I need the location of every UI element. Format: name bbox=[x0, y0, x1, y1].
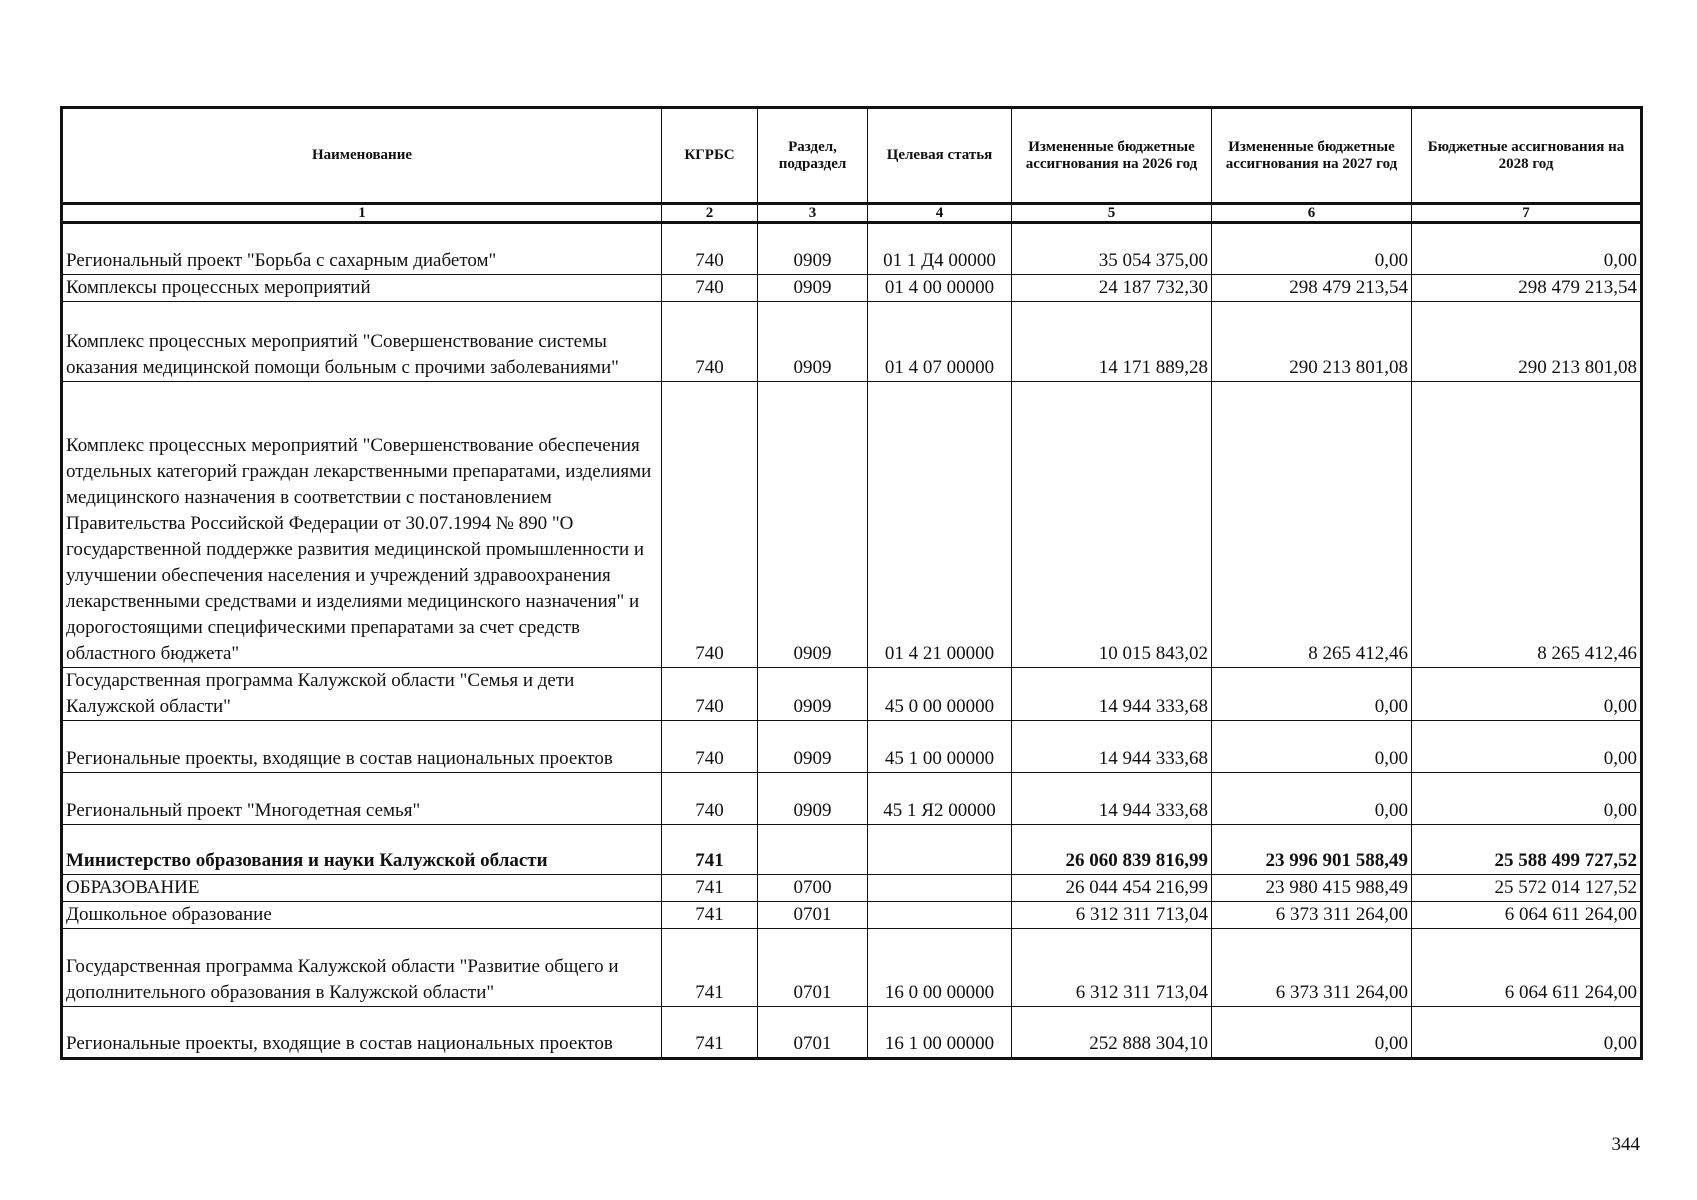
header-section: Раздел, подраздел bbox=[758, 108, 868, 204]
column-number: 1 bbox=[62, 204, 662, 223]
row-name: ОБРАЗОВАНИЕ bbox=[62, 875, 662, 902]
row-amount-2026: 26 044 454 216,99 bbox=[1012, 875, 1212, 902]
row-amount-2026: 10 015 843,02 bbox=[1012, 382, 1212, 668]
row-amount-2026: 14 944 333,68 bbox=[1012, 773, 1212, 825]
table-row bbox=[62, 668, 1642, 721]
column-number: 4 bbox=[868, 204, 1012, 223]
row-amount-2027: 23 996 901 588,49 bbox=[1212, 825, 1412, 875]
row-amount-2027: 6 373 311 264,00 bbox=[1212, 929, 1412, 1007]
table-row bbox=[62, 902, 1642, 929]
row-name: Государственная программа Калужской области "Развитие общего и дополнительного образования в Калужской области" bbox=[62, 929, 662, 1007]
table-row bbox=[62, 1007, 1642, 1059]
row-kgrbs: 740 bbox=[662, 773, 758, 825]
column-number-row bbox=[62, 204, 1642, 223]
row-target: 16 0 00 00000 bbox=[868, 929, 1012, 1007]
column-number: 3 bbox=[758, 204, 868, 223]
row-name: Государственная программа Калужской области "Семья и дети Калужской области" bbox=[62, 668, 662, 721]
row-section: 0909 bbox=[758, 773, 868, 825]
row-section: 0909 bbox=[758, 223, 868, 275]
row-amount-2028: 0,00 bbox=[1412, 773, 1642, 825]
table-body bbox=[62, 223, 1642, 1059]
row-kgrbs: 740 bbox=[662, 721, 758, 773]
header-2028: Бюджетные ассигнования на 2028 год bbox=[1412, 108, 1642, 204]
column-number: 6 bbox=[1212, 204, 1412, 223]
row-amount-2027: 0,00 bbox=[1212, 1007, 1412, 1059]
row-amount-2027: 290 213 801,08 bbox=[1212, 302, 1412, 382]
row-target: 01 4 07 00000 bbox=[868, 302, 1012, 382]
row-kgrbs: 740 bbox=[662, 382, 758, 668]
row-kgrbs: 741 bbox=[662, 875, 758, 902]
header-2026: Измененные бюджетные ассигнования на 2026 год bbox=[1012, 108, 1212, 204]
row-target: 01 1 Д4 00000 bbox=[868, 223, 1012, 275]
row-amount-2026: 6 312 311 713,04 bbox=[1012, 929, 1212, 1007]
row-amount-2028: 25 588 499 727,52 bbox=[1412, 825, 1642, 875]
row-name: Комплекс процессных мероприятий "Совершенствование системы оказания медицинской помощи больным с прочими заболеваниями" bbox=[62, 302, 662, 382]
row-target: 16 1 00 00000 bbox=[868, 1007, 1012, 1059]
row-amount-2026: 14 171 889,28 bbox=[1012, 302, 1212, 382]
row-amount-2028: 0,00 bbox=[1412, 223, 1642, 275]
row-amount-2027: 0,00 bbox=[1212, 223, 1412, 275]
row-name: Комплексы процессных мероприятий bbox=[62, 275, 662, 302]
row-section: 0909 bbox=[758, 275, 868, 302]
row-amount-2026: 35 054 375,00 bbox=[1012, 223, 1212, 275]
row-amount-2028: 6 064 611 264,00 bbox=[1412, 902, 1642, 929]
row-kgrbs: 741 bbox=[662, 825, 758, 875]
row-section bbox=[758, 825, 868, 875]
row-target bbox=[868, 875, 1012, 902]
table-row bbox=[62, 929, 1642, 1007]
column-number: 2 bbox=[662, 204, 758, 223]
row-name: Региональный проект "Борьба с сахарным диабетом" bbox=[62, 223, 662, 275]
row-section: 0700 bbox=[758, 875, 868, 902]
row-amount-2026: 26 060 839 816,99 bbox=[1012, 825, 1212, 875]
row-target: 45 0 00 00000 bbox=[868, 668, 1012, 721]
column-number: 7 bbox=[1412, 204, 1642, 223]
header-2027: Измененные бюджетные ассигнования на 2027 год bbox=[1212, 108, 1412, 204]
row-amount-2027: 6 373 311 264,00 bbox=[1212, 902, 1412, 929]
table-row bbox=[62, 721, 1642, 773]
row-section: 0909 bbox=[758, 382, 868, 668]
row-amount-2026: 24 187 732,30 bbox=[1012, 275, 1212, 302]
row-amount-2028: 298 479 213,54 bbox=[1412, 275, 1642, 302]
row-kgrbs: 740 bbox=[662, 668, 758, 721]
row-section: 0909 bbox=[758, 668, 868, 721]
table-row bbox=[62, 302, 1642, 382]
row-kgrbs: 740 bbox=[662, 223, 758, 275]
row-name: Дошкольное образование bbox=[62, 902, 662, 929]
budget-table bbox=[60, 106, 1643, 1060]
row-kgrbs: 741 bbox=[662, 902, 758, 929]
row-kgrbs: 740 bbox=[662, 275, 758, 302]
row-target: 45 1 00 00000 bbox=[868, 721, 1012, 773]
row-target bbox=[868, 902, 1012, 929]
row-target: 01 4 00 00000 bbox=[868, 275, 1012, 302]
table-row bbox=[62, 825, 1642, 875]
row-section: 0909 bbox=[758, 302, 868, 382]
row-amount-2027: 8 265 412,46 bbox=[1212, 382, 1412, 668]
row-amount-2026: 14 944 333,68 bbox=[1012, 721, 1212, 773]
table-row bbox=[62, 382, 1642, 668]
row-section: 0701 bbox=[758, 929, 868, 1007]
row-section: 0701 bbox=[758, 1007, 868, 1059]
row-amount-2027: 0,00 bbox=[1212, 773, 1412, 825]
row-amount-2027: 298 479 213,54 bbox=[1212, 275, 1412, 302]
table-row bbox=[62, 275, 1642, 302]
row-amount-2027: 23 980 415 988,49 bbox=[1212, 875, 1412, 902]
row-amount-2028: 0,00 bbox=[1412, 668, 1642, 721]
row-amount-2028: 290 213 801,08 bbox=[1412, 302, 1642, 382]
row-section: 0909 bbox=[758, 721, 868, 773]
row-target: 45 1 Я2 00000 bbox=[868, 773, 1012, 825]
header-target: Целевая статья bbox=[868, 108, 1012, 204]
row-kgrbs: 740 bbox=[662, 302, 758, 382]
table-row bbox=[62, 875, 1642, 902]
row-name: Комплекс процессных мероприятий "Совершенствование обеспечения отдельных категорий граждан лекарственными препаратами, изделиями медицинского назначения в соответствии с постановлением Правительства Российской Федерации от 30.07.1994 № 890 "О государственной поддержке развития медицинской промышленности и улучшении обеспечения населения и учреждений здравоохранения лекарственными средствами и изделиями медицинского назначения" и дорогостоящими специфическими препаратами за счет средств областного бюджета" bbox=[62, 382, 662, 668]
row-amount-2026: 6 312 311 713,04 bbox=[1012, 902, 1212, 929]
row-amount-2028: 6 064 611 264,00 bbox=[1412, 929, 1642, 1007]
row-section: 0701 bbox=[758, 902, 868, 929]
column-number: 5 bbox=[1012, 204, 1212, 223]
header-kgrbs: КГРБС bbox=[662, 108, 758, 204]
row-kgrbs: 741 bbox=[662, 929, 758, 1007]
row-target: 01 4 21 00000 bbox=[868, 382, 1012, 668]
row-amount-2027: 0,00 bbox=[1212, 668, 1412, 721]
header-name: Наименование bbox=[62, 108, 662, 204]
table-header bbox=[62, 108, 1642, 223]
row-amount-2027: 0,00 bbox=[1212, 721, 1412, 773]
row-amount-2028: 8 265 412,46 bbox=[1412, 382, 1642, 668]
row-target bbox=[868, 825, 1012, 875]
row-amount-2026: 252 888 304,10 bbox=[1012, 1007, 1212, 1059]
row-amount-2028: 0,00 bbox=[1412, 721, 1642, 773]
page-number: 344 bbox=[1611, 1134, 1640, 1155]
table-row bbox=[62, 223, 1642, 275]
table-row bbox=[62, 773, 1642, 825]
row-amount-2028: 0,00 bbox=[1412, 1007, 1642, 1059]
row-amount-2028: 25 572 014 127,52 bbox=[1412, 875, 1642, 902]
row-name: Министерство образования и науки Калужской области bbox=[62, 825, 662, 875]
row-name: Региональные проекты, входящие в состав национальных проектов bbox=[62, 1007, 662, 1059]
row-amount-2026: 14 944 333,68 bbox=[1012, 668, 1212, 721]
row-name: Региональный проект "Многодетная семья" bbox=[62, 773, 662, 825]
row-name: Региональные проекты, входящие в состав национальных проектов bbox=[62, 721, 662, 773]
header-row bbox=[62, 108, 1642, 204]
row-kgrbs: 741 bbox=[662, 1007, 758, 1059]
